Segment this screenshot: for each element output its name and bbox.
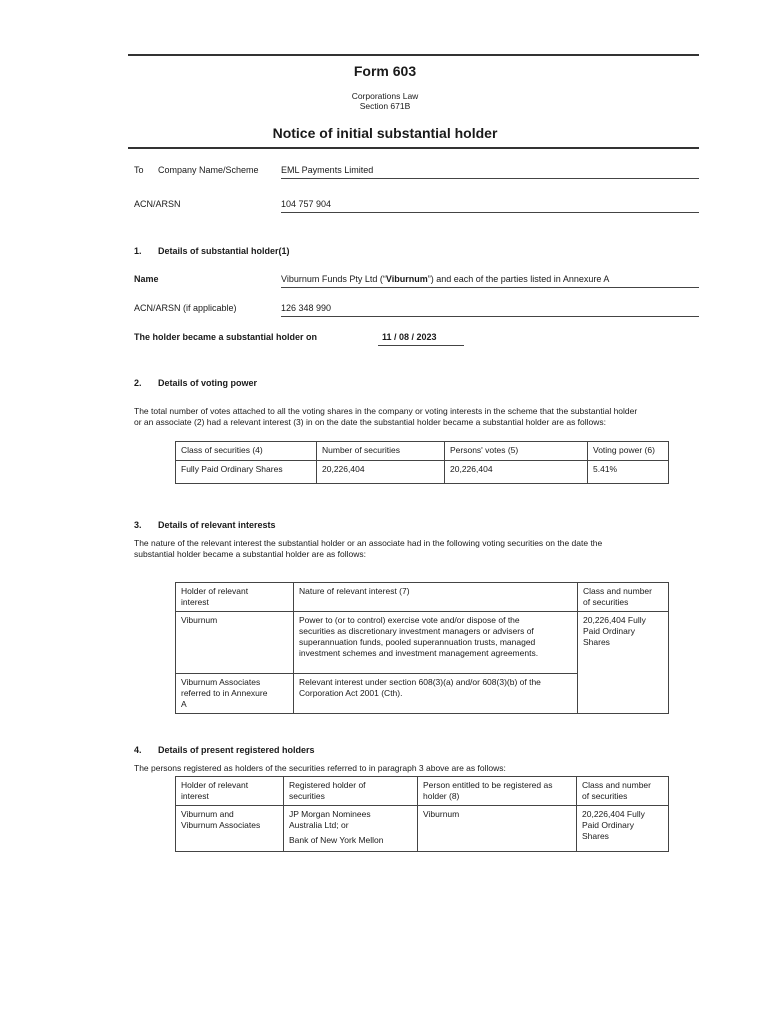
holder-acn-label: ACN/ARSN (if applicable) [134, 303, 237, 313]
holder-acn-value: 126 348 990 [281, 303, 699, 317]
to-label: To [134, 165, 144, 175]
holder-name-value: Viburnum Funds Pty Ltd (“Viburnum”) and each of the parties listed in Annexure A [281, 274, 699, 288]
section-3-heading: Details of relevant interests [158, 520, 276, 530]
table-row [176, 461, 669, 484]
table-header-cell: Class of securities (4) [176, 442, 317, 461]
table-header-cell: Person entitled to be registered as holder (8) [418, 777, 577, 806]
table-row [176, 806, 669, 852]
table-header-cell: Number of securities [317, 442, 445, 461]
table-cell: Viburnum [176, 612, 294, 674]
registered-holders-table [175, 776, 669, 852]
acn-value: 104 757 904 [281, 199, 699, 213]
section-2-text-2: or an associate (2) had a relevant interest (3) in on the date the substantial holder became a substantial holder are as follows: [134, 417, 607, 427]
holder-date-value: 11 / 08 / 2023 [378, 332, 464, 346]
table-header-cell: Holder of relevant interest [176, 583, 294, 612]
table-header-cell: Nature of relevant interest (7) [294, 583, 578, 612]
section-4-text: The persons registered as holders of the securities referred to in paragraph 3 above are as follows: [134, 763, 506, 773]
voting-power-table [175, 441, 669, 484]
table-header-cell: Persons' votes (5) [445, 442, 588, 461]
section-label: Section 671B [359, 101, 411, 111]
table-row [176, 442, 669, 461]
section-4-heading: Details of present registered holders [158, 745, 315, 755]
table-row [176, 583, 669, 612]
section-3-number: 3. [134, 520, 142, 530]
table-header-cell: Holder of relevant interest [176, 777, 284, 806]
table-header-cell: Voting power (6) [588, 442, 669, 461]
company-value: EML Payments Limited [281, 165, 699, 179]
table-cell: 20,226,404 [445, 461, 588, 484]
top-rule [128, 54, 699, 56]
law-label: Corporations Law [351, 91, 419, 101]
table-cell: JP Morgan Nominees Australia Ltd; or Bank of New York Mellon [284, 806, 418, 852]
table-cell: 5.41% [588, 461, 669, 484]
section-2-number: 2. [134, 378, 142, 388]
table-cell: Viburnum [418, 806, 577, 852]
table-cell: 20,226,404 Fully Paid Ordinary Shares [578, 612, 669, 714]
table-cell: Viburnum Associates referred to in Annexure A [176, 674, 294, 714]
section-1-heading: Details of substantial holder(1) [158, 246, 290, 256]
table-cell: Fully Paid Ordinary Shares [176, 461, 317, 484]
table-header-cell: Class and number of securities [577, 777, 669, 806]
holder-date-label: The holder became a substantial holder on [134, 332, 318, 342]
table-row [176, 612, 669, 674]
table-header-cell: Registered holder of securities [284, 777, 418, 806]
table-cell: 20,226,404 [317, 461, 445, 484]
company-label: Company Name/Scheme [158, 165, 259, 175]
table-cell: Viburnum and Viburnum Associates [176, 806, 284, 852]
table-cell: Relevant interest under section 608(3)(a) and/or 608(3)(b) of the Corporation Act 2001 (Cth). [294, 674, 578, 714]
section-2-text-1: The total number of votes attached to all the voting shares in the company or voting interests in the scheme that the substantial holder [134, 406, 638, 416]
relevant-interests-table [175, 582, 669, 714]
section-3-text-1: The nature of the relevant interest the substantial holder or an associate had in the following voting securities on the date the [134, 538, 603, 548]
section-2-heading: Details of voting power [158, 378, 258, 388]
form-number: Form 603 [353, 63, 417, 79]
section-4-number: 4. [134, 745, 142, 755]
acn-label: ACN/ARSN [134, 199, 181, 209]
table-cell: Power to (or to control) exercise vote and/or dispose of the securities as discretionary investment managers or advisers of superannuation funds, pooled superannuation trusts, managed investment schemes and investment management agreements. [294, 612, 578, 674]
table-header-cell: Class and number of securities [578, 583, 669, 612]
title-rule [128, 147, 699, 149]
holder-name-label: Name [134, 274, 159, 284]
section-3-text-2: substantial holder became a substantial holder are as follows: [134, 549, 366, 559]
page-title: Notice of initial substantial holder [272, 125, 498, 141]
table-row [176, 777, 669, 806]
table-cell: 20,226,404 Fully Paid Ordinary Shares [577, 806, 669, 852]
section-1-number: 1. [134, 246, 142, 256]
